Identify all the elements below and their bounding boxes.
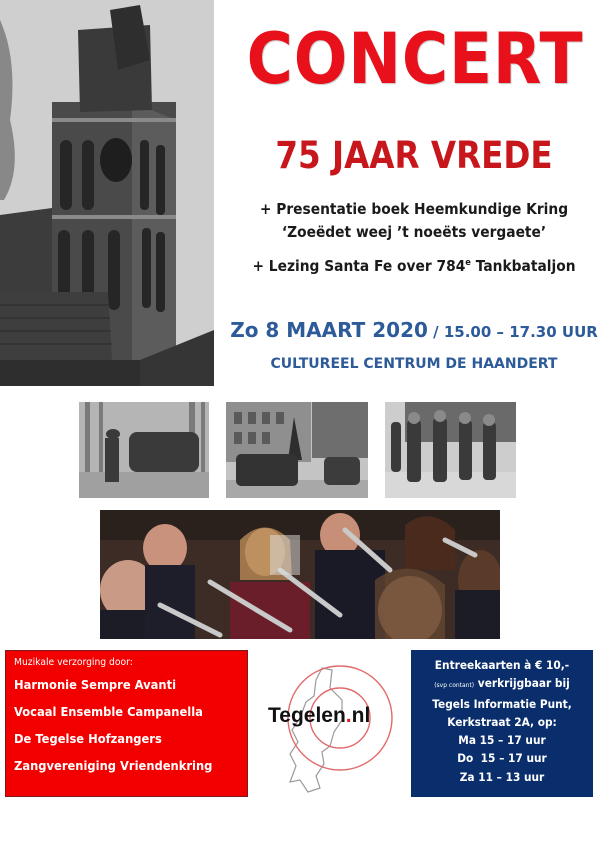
event-time: / 15.00 – 17.30 UUR xyxy=(427,323,598,341)
soldiers-surrender-photo xyxy=(79,402,209,498)
seventy-five-years-peace-subtitle: 75 JAAR VREDE xyxy=(275,134,553,177)
ticket-availability: (svp contant) verkrijgbaar bij xyxy=(434,676,570,691)
event-date-time xyxy=(228,318,600,342)
logo-red-dot: . xyxy=(345,704,352,727)
performer-vriendenkring: Zangvereniging Vriendenkring xyxy=(14,758,213,773)
program-details xyxy=(228,198,600,278)
brass-band-image xyxy=(100,510,500,639)
hours-thursday: Do 15 – 17 uur xyxy=(457,751,547,766)
concert-title: CONCERT xyxy=(246,18,584,100)
performers-box xyxy=(5,650,248,797)
soldiers-surrender-image xyxy=(79,402,209,498)
logo-text: Tegelen.nl xyxy=(268,704,371,727)
program-line-book-presentation: + Presentatie boek Heemkundige Kring xyxy=(259,200,569,218)
troops-town-square-photo xyxy=(226,402,368,498)
tegelen-logo xyxy=(260,660,400,800)
performer-harmonie: Harmonie Sempre Avanti xyxy=(14,677,177,692)
hours-monday: Ma 15 – 17 uur xyxy=(458,733,546,748)
troops-town-square-image xyxy=(226,402,368,498)
soldiers-marching-image xyxy=(385,402,516,498)
soldiers-marching-photo xyxy=(385,402,516,498)
performer-vocaal-ensemble: Vocaal Ensemble Campanella xyxy=(14,704,203,719)
hours-saturday: Za 11 – 13 uur xyxy=(459,769,545,784)
ticket-address: Kerkstraat 2A, op: xyxy=(447,714,557,729)
event-date: Zo 8 MAART 2020 xyxy=(230,318,428,342)
tickets-box xyxy=(411,650,593,797)
church-tower-image xyxy=(0,0,214,386)
performers-intro: Muzikale verzorging door: xyxy=(14,657,133,668)
ticket-outlet: Tegels Informatie Punt, xyxy=(432,696,572,711)
limburg-map-target-icon xyxy=(260,660,400,800)
program-line-lecture: + Lezing Santa Fe over 784e Tankbataljon xyxy=(252,257,576,275)
brass-band-photo xyxy=(100,510,500,639)
church-tower-photo xyxy=(0,0,214,386)
event-venue: CULTUREEL CENTRUM DE HAANDERT xyxy=(270,356,558,372)
ticket-price: Entreekaarten à € 10,- xyxy=(434,658,570,672)
program-line-book-title: ‘Zoeëdet weej ’t noeëts vergaete’ xyxy=(281,223,547,241)
performer-hofzangers: De Tegelse Hofzangers xyxy=(14,731,162,746)
